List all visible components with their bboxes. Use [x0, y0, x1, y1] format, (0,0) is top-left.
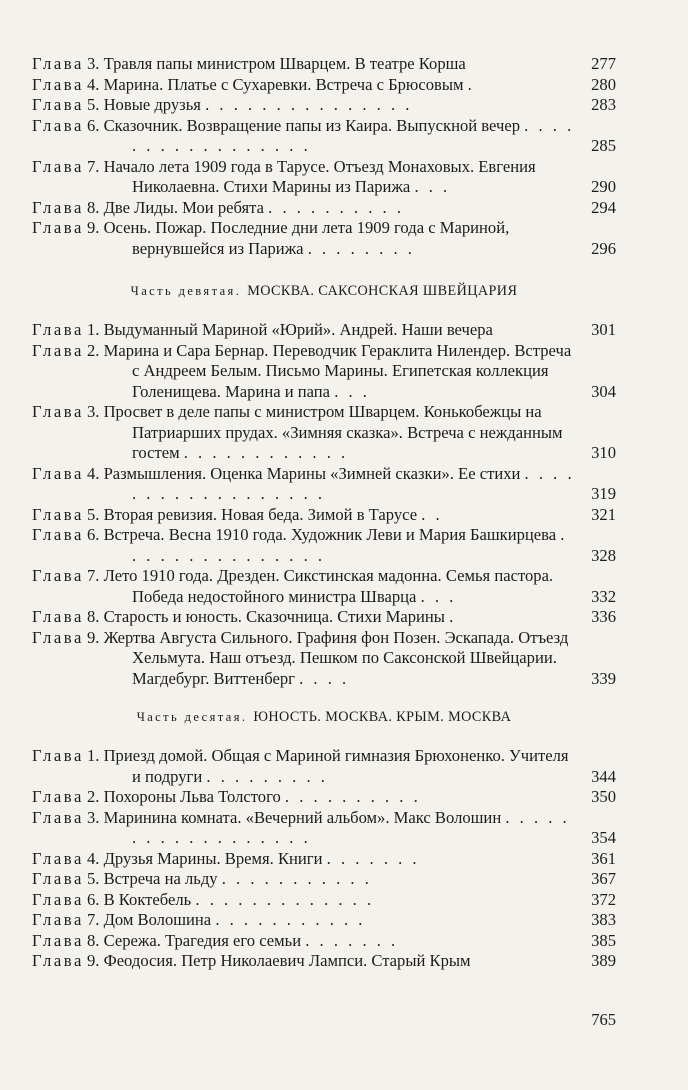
chapter-title: 6. В Коктебель — [86, 889, 192, 909]
leader-dots: . . . . — [299, 668, 350, 688]
chapter-label: Глава — [32, 910, 84, 929]
page-ref: 304 — [591, 381, 616, 401]
toc-entry[interactable] — [32, 157, 616, 198]
part-title: ЮНОСТЬ. МОСКВА. КРЫМ. МОСКВА — [253, 709, 512, 725]
toc-entry[interactable] — [32, 910, 616, 931]
toc-entry[interactable] — [32, 849, 616, 870]
toc-entry[interactable] — [32, 746, 616, 787]
leader-dots: . . . . . . . . . — [206, 766, 328, 786]
leader-dots: . . . — [414, 177, 451, 196]
part-heading — [32, 283, 616, 300]
page-ref: 296 — [591, 238, 616, 258]
chapter-label: Глава — [32, 807, 84, 827]
page-ref: 290 — [591, 177, 616, 196]
chapter-label: Глава — [32, 156, 84, 176]
chapter-label: Глава — [32, 627, 84, 647]
page-ref: 372 — [591, 889, 616, 909]
chapter-label: Глава — [32, 566, 84, 585]
chapter-label: Глава — [32, 218, 84, 237]
page-ref: 280 — [591, 74, 616, 94]
toc-entry[interactable] — [32, 95, 616, 116]
chapter-label: Глава — [32, 320, 84, 339]
leader-dots: . . — [421, 504, 443, 524]
chapter-title: 3. Маринина комната. «Вечерний альбом». Макс Волошин — [86, 807, 502, 827]
page-ref: 389 — [591, 951, 616, 970]
chapter-label: Глава — [32, 463, 84, 483]
toc-entry[interactable] — [32, 464, 616, 505]
entry-text — [32, 808, 576, 849]
page-ref: 277 — [591, 54, 616, 73]
chapter-label: Глава — [32, 340, 84, 360]
leader-dots: . . . . . . . . . . . . . . . . . . — [132, 807, 570, 847]
chapter-title: 9. Осень. Пожар. Последние дни лета 1909 года с Мариной, вернувшейся из Парижа — [86, 218, 510, 258]
page-ref: 350 — [591, 787, 616, 806]
part-title: МОСКВА. САКСОНСКАЯ ШВЕЙЦАРИЯ — [247, 283, 518, 299]
chapter-label: Глава — [32, 607, 84, 626]
chapter-label: Глава — [32, 869, 84, 888]
chapter-label: Глава — [32, 525, 84, 544]
table-of-contents — [32, 54, 616, 972]
entry-text — [32, 341, 576, 403]
chapter-label: Глава — [32, 95, 84, 114]
toc-entry[interactable] — [32, 566, 616, 607]
toc-entry[interactable] — [32, 116, 616, 157]
toc-entry[interactable] — [32, 341, 616, 403]
leader-dots: . . . . . . . . . . . . . . . . . . — [132, 463, 575, 503]
part-label: Часть девятая. — [130, 284, 242, 298]
entry-text — [32, 75, 576, 96]
entry-text — [32, 787, 576, 808]
chapter-title: 8. Сережа. Трагедия его семьи — [86, 930, 302, 950]
chapter-title: 7. Лето 1910 года. Дрезден. Сикстинская мадонна. Семья пастора. Победа недостойного министра Шварца — [86, 566, 554, 606]
leader-dots: . . . . . . . . . . . . . . . . . — [132, 115, 575, 155]
toc-entry[interactable] — [32, 607, 616, 628]
page-ref: 301 — [591, 320, 616, 339]
leader-dots: . . . . . . . . . . . — [215, 910, 366, 929]
leader-dots: . . . . . . . — [326, 848, 420, 868]
leader-dots: . . . . . . . . . . . — [221, 869, 372, 888]
page-number: 765 — [591, 1010, 616, 1029]
toc-entry[interactable] — [32, 787, 616, 808]
entry-text — [32, 931, 576, 952]
entry-text — [32, 849, 576, 870]
toc-entry[interactable] — [32, 75, 616, 96]
page-ref: 339 — [591, 668, 616, 688]
chapter-label: Глава — [32, 746, 84, 765]
chapter-title: 6. Сказочник. Возвращение папы из Каира. Выпускной вечер — [86, 115, 521, 135]
chapter-label: Глава — [32, 889, 84, 909]
toc-entry[interactable] — [32, 218, 616, 259]
part-label: Часть десятая. — [136, 710, 248, 724]
page-ref: 344 — [591, 766, 616, 786]
leader-dots: . — [467, 74, 475, 94]
chapter-label: Глава — [32, 74, 84, 94]
page-ref: 283 — [591, 95, 616, 114]
page-ref: 285 — [591, 136, 616, 155]
entry-text — [32, 218, 576, 259]
toc-entry[interactable] — [32, 402, 616, 464]
chapter-label: Глава — [32, 115, 84, 135]
leader-dots: . . . . . . . — [305, 930, 399, 950]
chapter-title: 4. Друзья Марины. Время. Книги — [86, 848, 323, 868]
leader-dots: . . . — [420, 586, 457, 606]
entry-text — [32, 628, 576, 690]
chapter-title: 9. Феодосия. Петр Николаевич Лампси. Старый Крым — [86, 951, 471, 970]
leader-dots: . . . . . . . . — [307, 238, 415, 258]
chapter-title: 2. Похороны Льва Толстого — [86, 787, 281, 806]
chapter-label: Глава — [32, 504, 84, 524]
entry-text — [32, 505, 576, 526]
chapter-title: 4. Марина. Платье с Сухаревки. Встреча с Брюсовым — [86, 74, 464, 94]
page-ref: 385 — [591, 930, 616, 950]
toc-entry[interactable] — [32, 54, 616, 75]
chapter-title: 7. Начало лета 1909 года в Тарусе. Отъезд Монаховых. Евгения Николаевна. Стихи Марины из Парижа — [86, 156, 536, 196]
part-heading — [32, 709, 616, 726]
leader-dots: . . . — [334, 381, 370, 401]
chapter-label: Глава — [32, 951, 84, 970]
leader-dots: . . . . . . . . . . . . . . . — [132, 525, 568, 565]
entry-text — [32, 54, 576, 75]
entry-text — [32, 746, 576, 787]
toc-entry[interactable] — [32, 890, 616, 911]
chapter-title: 9. Жертва Августа Сильного. Графиня фон Позен. Эскапада. Отъезд Хельмута. Наш отъезд. Пешком по Саксонской Швейцарии. Магдебург. Виттенберг — [86, 627, 569, 688]
entry-text — [32, 890, 576, 911]
chapter-title: 5. Новые друзья — [86, 95, 201, 114]
chapter-label: Глава — [32, 54, 84, 73]
chapter-title: 6. Встреча. Весна 1910 года. Художник Леви и Мария Башкирцева — [86, 525, 557, 544]
page-ref: 321 — [591, 504, 616, 524]
entry-text — [32, 320, 576, 341]
page-ref: 332 — [591, 586, 616, 606]
entry-text — [32, 402, 576, 464]
entry-text — [32, 525, 576, 566]
toc-entry[interactable] — [32, 525, 616, 566]
leader-dots: . . . . . . . . . . — [284, 787, 421, 806]
chapter-label: Глава — [32, 930, 84, 950]
toc-entry[interactable] — [32, 951, 616, 972]
entry-text — [32, 869, 576, 890]
toc-entry[interactable] — [32, 320, 616, 341]
leader-dots: . . . . . . . . . . — [268, 197, 404, 217]
leader-dots: . . . . . . . . . . . . . . . — [205, 95, 413, 114]
toc-entry[interactable] — [32, 931, 616, 952]
toc-entry[interactable] — [32, 198, 616, 219]
entry-text — [32, 566, 576, 607]
entry-text — [32, 607, 576, 628]
page-ref: 383 — [591, 910, 616, 929]
chapter-title: 3. Просвет в деле папы с министром Шварцем. Конькобежцы на Патриарших прудах. «Зимняя сказка». Встреча с нежданным гостем — [86, 402, 563, 462]
page-ref: 367 — [591, 869, 616, 888]
chapter-title: 8. Старость и юность. Сказочница. Стихи Марины — [86, 607, 445, 626]
chapter-title: 5. Встреча на льду — [86, 869, 218, 888]
page-ref: 328 — [591, 545, 616, 565]
chapter-title: 2. Марина и Сара Бернар. Переводчик Гераклита Нилендер. Встреча с Андреем Белым. Письмо Марины. Египетская коллекция Голенищева. Марина и папа — [86, 340, 572, 401]
toc-entry[interactable] — [32, 505, 616, 526]
page-ref: 336 — [591, 607, 616, 626]
page-ref: 310 — [591, 443, 616, 462]
entry-text — [32, 910, 576, 931]
chapter-title: 1. Выдуманный Мариной «Юрий». Андрей. Наши вечера — [86, 320, 493, 339]
entry-text — [32, 464, 576, 505]
chapter-title: 3. Травля папы министром Шварцем. В театре Корша — [86, 54, 466, 73]
toc-entry[interactable] — [32, 869, 616, 890]
chapter-title: 7. Дом Волошина — [86, 910, 212, 929]
entry-text — [32, 95, 576, 116]
chapter-label: Глава — [32, 197, 84, 217]
chapter-title: 1. Приезд домой. Общая с Мариной гимназия Брюхоненко. Учителя и подруги — [86, 746, 569, 786]
entry-text — [32, 116, 576, 157]
chapter-title: 5. Вторая ревизия. Новая беда. Зимой в Тарусе — [86, 504, 418, 524]
leader-dots: . . . . . . . . . . . . — [183, 443, 349, 462]
page-ref: 294 — [591, 197, 616, 217]
entry-text — [32, 157, 576, 198]
page-ref: 361 — [591, 848, 616, 868]
toc-entry[interactable] — [32, 808, 616, 849]
page-ref: 354 — [591, 828, 616, 847]
page-ref: 319 — [591, 484, 616, 503]
chapter-label: Глава — [32, 848, 84, 868]
leader-dots: . . . . . . . . . . . . . — [195, 889, 375, 909]
toc-entry[interactable] — [32, 628, 616, 690]
chapter-title: 4. Размышления. Оценка Марины «Зимней сказки». Ее стихи — [86, 463, 521, 483]
entry-text — [32, 951, 576, 972]
chapter-title: 8. Две Лиды. Мои ребята — [86, 197, 264, 217]
entry-text — [32, 198, 576, 219]
chapter-label: Глава — [32, 787, 84, 806]
chapter-label: Глава — [32, 402, 84, 421]
leader-dots: . — [449, 607, 457, 626]
